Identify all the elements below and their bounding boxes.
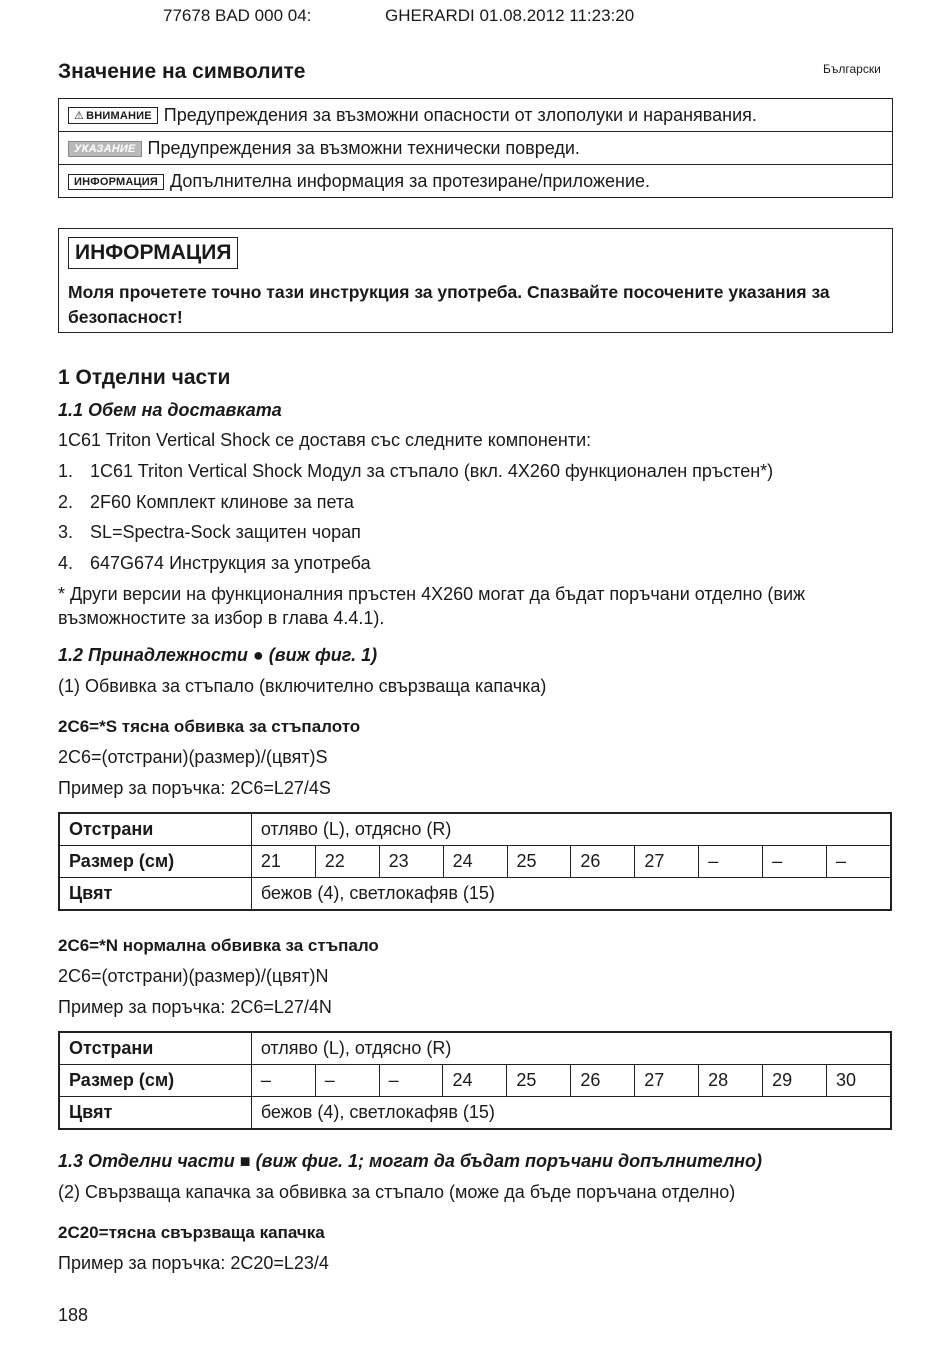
sides-value: отляво (L), отдясно (R) (251, 813, 891, 846)
size-cell: 28 (699, 1065, 763, 1097)
symbol-row-info (59, 165, 893, 198)
section-1-3-heading: 1.3 Отделни части ■ (виж фиг. 1; могат да бъдат поръчани допълнително) (58, 1151, 763, 1171)
section-1-1-heading: 1.1 Обем на доставката (58, 400, 282, 420)
list-item: 3. SL=Spectra-Sock защитен чорап (58, 522, 361, 542)
size-cell: – (827, 846, 891, 878)
symbol-row-notice (59, 132, 893, 165)
row-label: Размер (см) (59, 1065, 251, 1097)
size-cell: – (315, 1065, 379, 1097)
table-row (59, 878, 891, 911)
table-row (59, 1065, 891, 1097)
info-box-text: Моля прочетете точно тази инструкция за употреба. Спазвайте посочените указания за безопасност! (68, 282, 830, 327)
size-cell: 29 (763, 1065, 827, 1097)
size-cell: 26 (571, 846, 635, 878)
size-cell: 23 (379, 846, 443, 878)
table-row (59, 813, 891, 846)
row-label: Отстрани (59, 1032, 251, 1065)
size-cell: 24 (443, 1065, 507, 1097)
info-box (58, 228, 893, 333)
info-badge: ИНФОРМАЦИЯ (68, 174, 164, 190)
size-cell: 27 (635, 846, 699, 878)
cap-heading: 2C20=тясна свързваща капачка (58, 1223, 325, 1242)
cover-n-example: Пример за поръчка: 2C6=L27/4N (58, 997, 332, 1017)
row-label: Цвят (59, 878, 251, 911)
footnote-line-1: * Други версии на функционалния пръстен 4X260 могат да бъдат поръчани отделно (виж (58, 584, 806, 604)
size-cell: 26 (571, 1065, 635, 1097)
size-cell: 21 (251, 846, 315, 878)
cap-example: Пример за поръчка: 2C20=L23/4 (58, 1253, 329, 1273)
warning-triangle-icon: ⚠ (74, 109, 85, 122)
footnote-line-2: възможностите за избор в глава 4.4.1). (58, 608, 385, 628)
list-item: 2. 2F60 Комплект клинове за пета (58, 492, 354, 512)
symbol-text: Допълнителна информация за протезиране/приложение. (169, 170, 651, 191)
cover-n-table (58, 1031, 892, 1130)
size-cell: 22 (315, 846, 379, 878)
table-row (59, 1097, 891, 1130)
part-item: (2) Свързваща капачка за обвивка за стъпало (може да бъде поръчана отделно) (58, 1182, 736, 1202)
size-cell: – (699, 846, 763, 878)
symbol-row-warning (59, 99, 893, 132)
cover-n-format: 2C6=(отстрани)(размер)/(цвят)N (58, 966, 329, 986)
size-cell: – (251, 1065, 315, 1097)
accessory-item: (1) Обвивка за стъпало (включително свързваща капачка) (58, 676, 547, 696)
row-label: Размер (см) (59, 846, 251, 878)
notice-badge: УКАЗАНИЕ (68, 141, 142, 157)
color-value: бежов (4), светлокафяв (15) (251, 878, 891, 911)
cover-n-heading: 2C6=*N нормална обвивка за стъпало (58, 936, 379, 955)
cover-s-table (58, 812, 892, 911)
info-box-title: ИНФОРМАЦИЯ (68, 237, 238, 269)
size-cell: 24 (443, 846, 507, 878)
symbol-text: Предупреждения за възможни опасности от злополуки и наранявания. (163, 104, 757, 125)
delivery-intro: 1C61 Triton Vertical Shock се доставя със следните компоненти: (58, 430, 592, 450)
cover-s-example: Пример за поръчка: 2C6=L27/4S (58, 778, 331, 798)
warning-badge: ⚠ ВНИМАНИЕ (68, 107, 158, 124)
page-title: Значение на символите (58, 60, 306, 83)
row-label: Цвят (59, 1097, 251, 1130)
language-label: Български (823, 62, 881, 76)
size-cell: – (379, 1065, 443, 1097)
section-1-heading: 1 Отделни части (58, 366, 231, 389)
sides-value: отляво (L), отдясно (R) (251, 1032, 891, 1065)
list-item: 4. 647G674 Инструкция за употреба (58, 553, 371, 573)
header-doc-id: 77678 BAD 000 04: (163, 6, 312, 25)
list-item: 1. 1C61 Triton Vertical Shock Модул за стъпало (вкл. 4X260 функционален пръстен*) (58, 461, 774, 481)
table-row (59, 846, 891, 878)
symbols-table (58, 98, 893, 198)
section-1-2-heading: 1.2 Принадлежности ● (виж фиг. 1) (58, 645, 378, 665)
symbol-text: Предупреждения за възможни технически повреди. (147, 137, 580, 158)
cover-s-format: 2C6=(отстрани)(размер)/(цвят)S (58, 747, 328, 767)
size-cell: 25 (507, 1065, 571, 1097)
size-cell: 30 (827, 1065, 891, 1097)
size-cell: 25 (507, 846, 571, 878)
row-label: Отстрани (59, 813, 251, 846)
size-cell: 27 (635, 1065, 699, 1097)
cover-s-heading: 2C6=*S тясна обвивка за стъпалото (58, 717, 361, 736)
size-cell: – (763, 846, 827, 878)
page-number: 188 (58, 1305, 89, 1325)
header-timestamp: GHERARDI 01.08.2012 11:23:20 (385, 6, 635, 25)
color-value: бежов (4), светлокафяв (15) (251, 1097, 891, 1130)
table-row (59, 1032, 891, 1065)
